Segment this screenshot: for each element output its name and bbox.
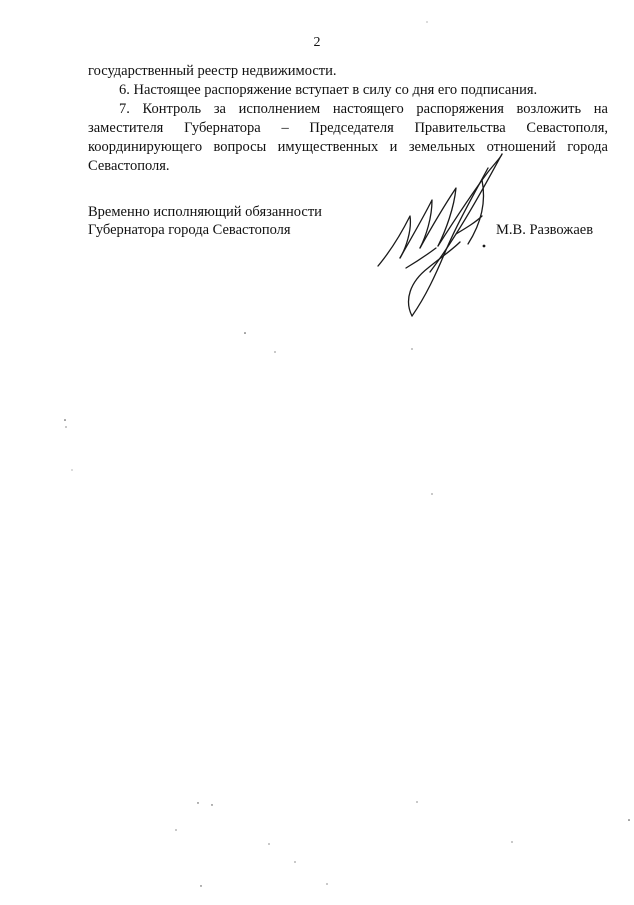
paragraph-item-6: 6. Настоящее распоряжение вступает в силу со дня его подписания.	[119, 82, 538, 98]
signatory-title-line-2: Губернатора города Севастополя	[88, 222, 291, 238]
paragraph-item-7: 7. Контроль за исполнением настоящего распоряжения возложить на заместителя Губернатора – Председателя Правительства Севастополя, координирующего вопросы имущественных и земельных отношений города Севастополя.	[88, 101, 608, 174]
document-body	[88, 62, 608, 176]
paragraph-continuation: государственный реестр недвижимости.	[88, 63, 337, 79]
signatory-name: М.В. Развожаев	[496, 222, 594, 238]
signatory-title-line-1: Временно исполняющий обязанности	[88, 204, 322, 220]
signatory-title	[88, 203, 322, 239]
page-number: 2	[313, 35, 321, 50]
